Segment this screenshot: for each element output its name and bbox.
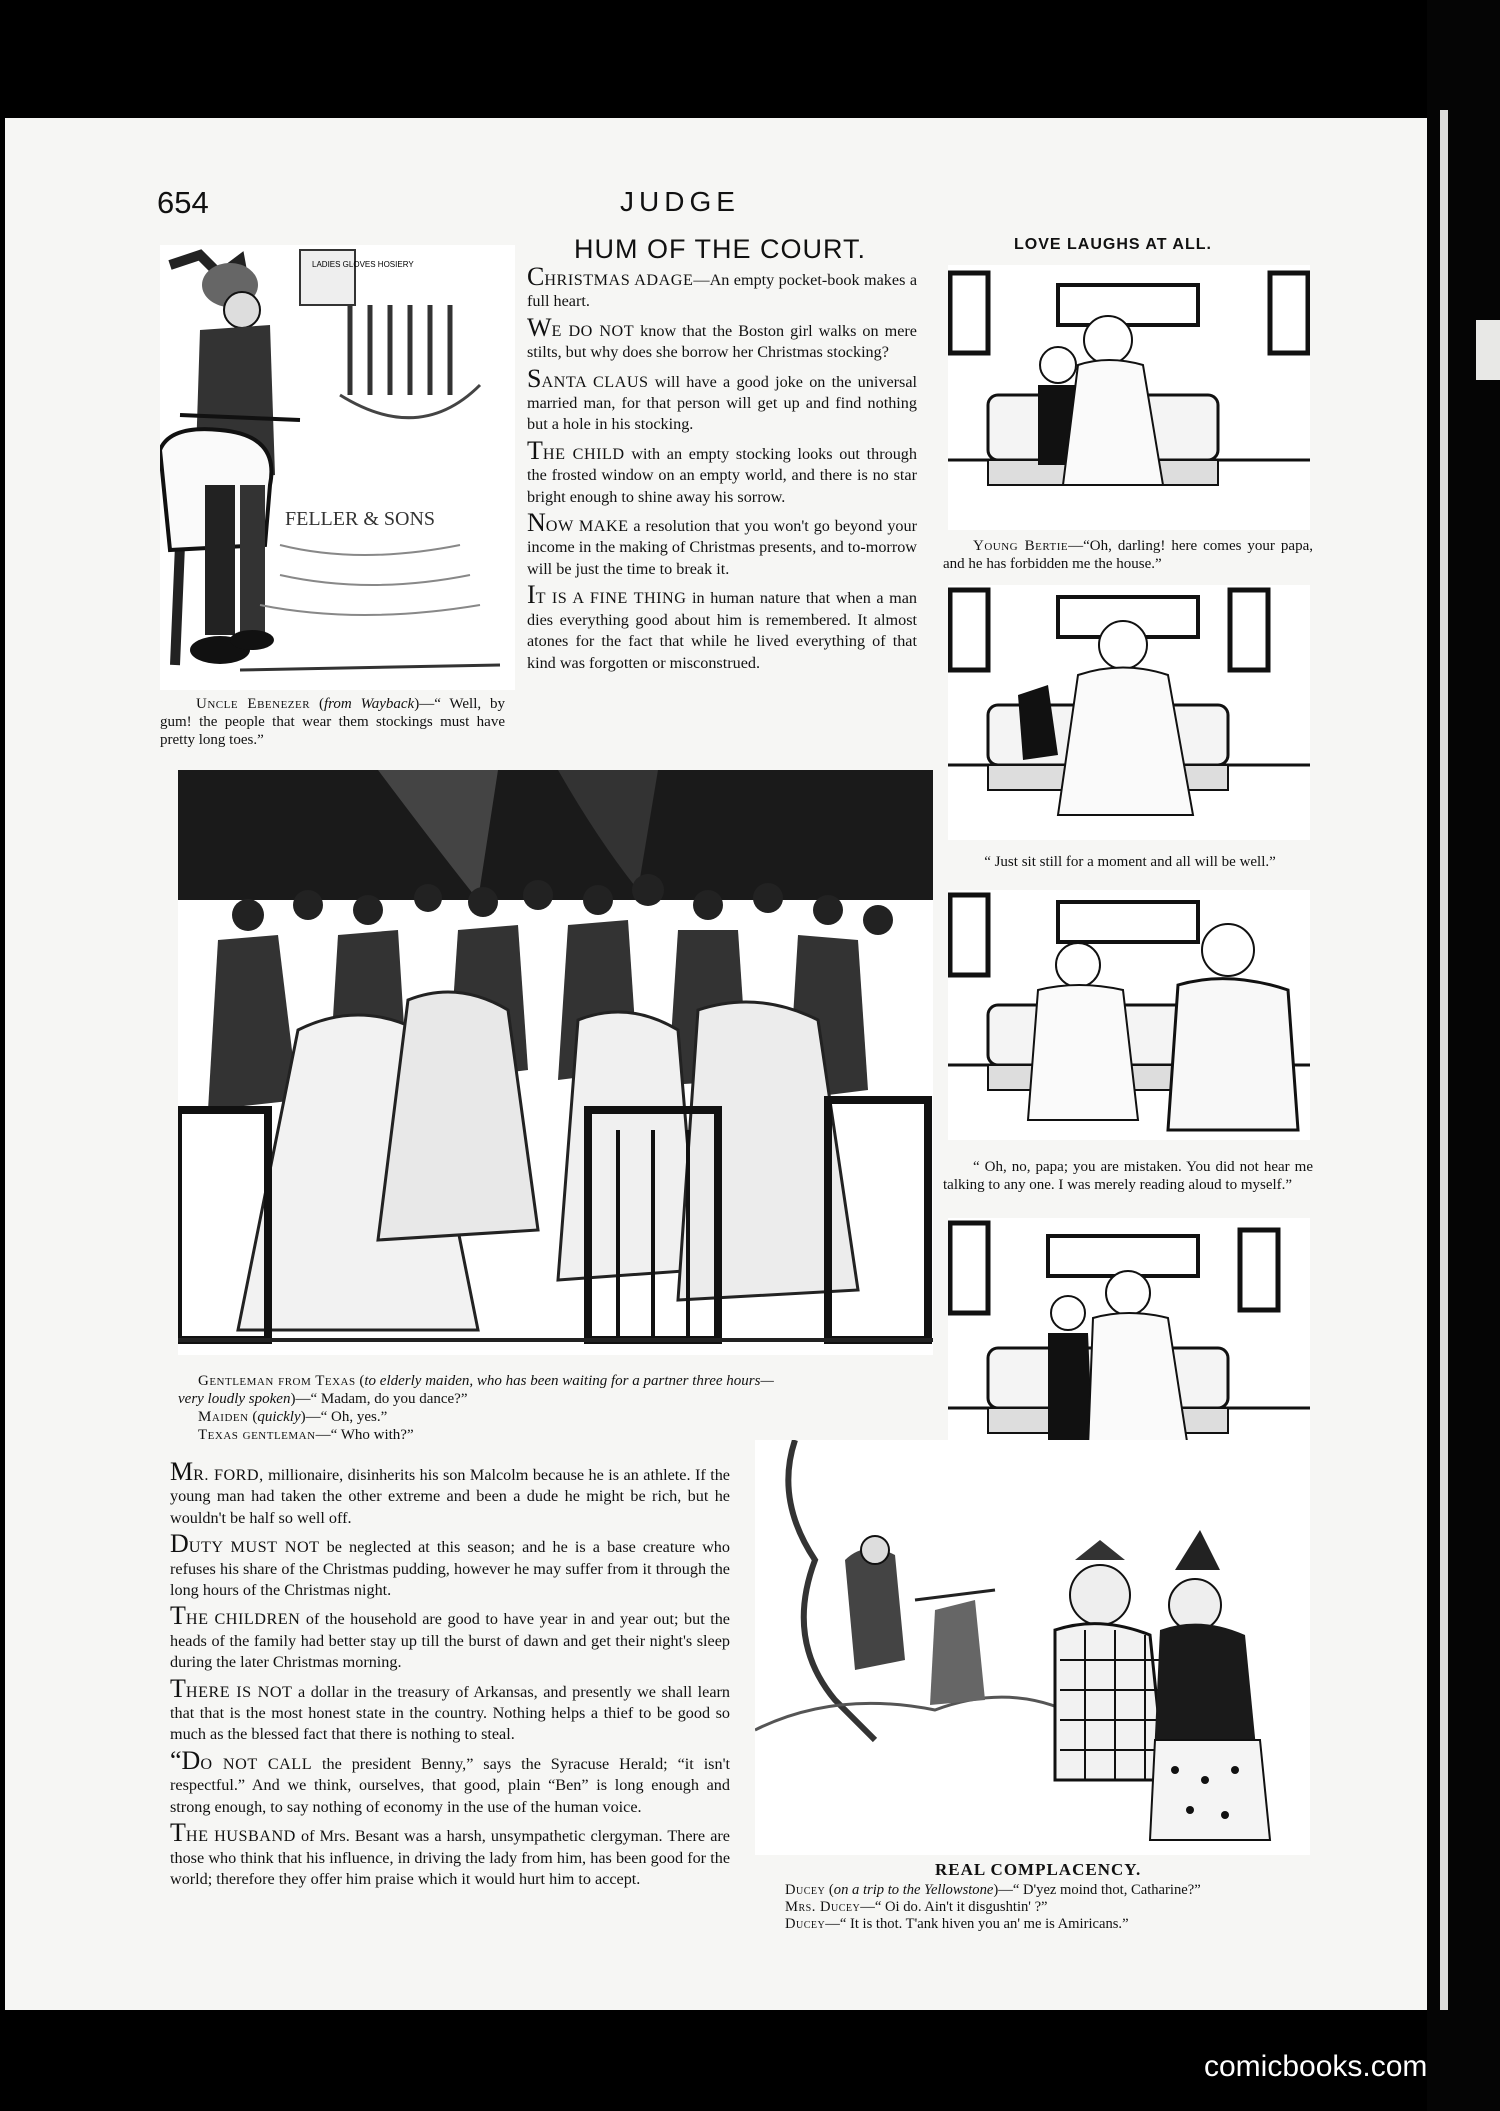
love-panel-3 (948, 890, 1310, 1140)
complacency-line-1: Ducey (on a trip to the Yellowstone)—“ D'yez moind thot, Catharine?” (785, 1882, 1201, 1898)
book-spine (1427, 0, 1500, 2111)
ebenezer-caption: Uncle Ebenezer (from Wayback)—“ Well, by gum! the people that wear them stockings must have pretty long toes.” (160, 696, 505, 748)
love-caption-3: “ Oh, no, papa; you are mistaken. You did not hear me talking to any one. I was merely reading aloud to myself.” (943, 1159, 1313, 1193)
site-watermark: comicbooks.com (1204, 2050, 1428, 2083)
texas-line-2: Maiden (quickly)—“ Oh, yes.” (198, 1409, 388, 1425)
editorial-item: THERE IS NOT a dollar in the treasury of Arkansas, and presently we shall learn that that is the most honest state in the country. Nothing helps a thief to be good so much as the blessed fact that there is nothing to steal. (170, 1673, 730, 1744)
editorial-item: “DO NOT CALL the president Benny,” says the Syracuse Herald; “it isn't respectful.” And we think, ourselves, that good, plain “Ben” is long enough and strong enough, to say nothing of economy in the use of the human voice. (170, 1745, 730, 1816)
love-panel-1 (948, 265, 1310, 530)
love-caption-1: Young Bertie—“Oh, darling! here comes your papa, and he has forbidden me the house.” (943, 538, 1313, 572)
complacency-illustration (755, 1440, 1310, 1855)
masthead: JUDGE (620, 186, 740, 217)
love-panel-2 (948, 585, 1310, 840)
page-number: 654 (157, 185, 209, 220)
hum-column (527, 262, 918, 682)
ballroom-illustration (178, 770, 933, 1355)
next-page-edge (1440, 110, 1448, 2010)
store-sign-text: LADIES GLOVES HOSIERY (312, 260, 414, 269)
hum-title: HUM OF THE COURT. (574, 234, 867, 264)
texas-caption (178, 1372, 778, 1444)
hum-item: SANTA CLAUS will have a good joke on the universal married man, for that person will get up and find nothing but a hole in his stocking. (527, 363, 918, 434)
hum-item: IT IS A FINE THING in human nature that when a man dies everything good about him is remembered. It almost atones for the fact that while he lived everything of that kind was forgotten or misconstrued. (527, 580, 918, 672)
editorial-column (170, 1457, 730, 1898)
complacency-title: REAL COMPLACENCY. (935, 1860, 1142, 1879)
hum-item: NOW MAKE a resolution that you won't go beyond your income in the making of Christmas presents, and to-morrow will be just the time to break it. (527, 508, 917, 578)
store-window-text: FELLER & SONS (285, 508, 436, 530)
complacency-caption (785, 1882, 1325, 1933)
next-page-fragment (1476, 320, 1500, 380)
love-title: LOVE LAUGHS AT ALL. (1014, 236, 1212, 253)
hum-item: WE DO NOT know that the Boston girl walks on mere stilts, but why does she borrow her Christmas stocking? (527, 312, 917, 362)
texas-line-1: Gentleman from Texas (to elderly maiden, who has been waiting for a partner three hours—very loudly spoken)—“ Madam, do you dance?” (178, 1373, 774, 1407)
editorial-item: THE HUSBAND of Mrs. Besant was a harsh, unsympathetic clergyman. There are those who think that his influence, in driving the lady from him, has been good for the world; therefore they offer him praise which it would hurt him to accept. (170, 1818, 730, 1888)
editorial-item: DUTY MUST NOT be neglected at this season; and he is a base creature who refuses his share of the Christmas pudding, however he may suffer from it through the long hours of the Christmas night. (170, 1529, 730, 1600)
hum-item: THE CHILD with an empty stocking looks out through the frosted window on an empty world, and there is no star bright enough to shine away his sorrow. (527, 435, 917, 506)
love-caption-2: “ Just sit still for a moment and all will be well.” (984, 854, 1276, 870)
texas-line-3: Texas gentleman—“ Who with?” (198, 1427, 414, 1443)
editorial-item: MR. FORD, millionaire, disinherits his son Malcolm because he is an athlete. If the young man had taken the other extreme and been a dude he might be rich, but he wouldn't be half so well off. (170, 1457, 730, 1527)
ebenezer-illustration (160, 245, 515, 690)
editorial-item: THE CHILDREN of the household are good to have year in and year out; but the heads of the family had better stay up till the burst of dawn and get their night's sleep during the later Christmas morning. (170, 1601, 730, 1672)
complacency-line-3: Ducey—“ It is thot. T'ank hiven you an' me is Amiricans.” (785, 1916, 1129, 1932)
hum-item: CHRISTMAS ADAGE—An empty pocket-book makes a full heart. (527, 262, 918, 311)
complacency-line-2: Mrs. Ducey—“ Oi do. Ain't it disgushtin' ?” (785, 1899, 1048, 1915)
